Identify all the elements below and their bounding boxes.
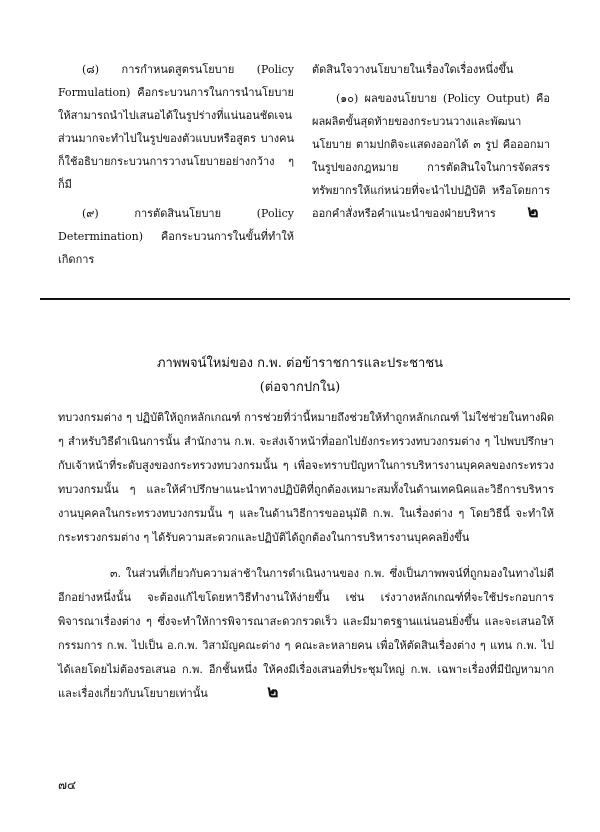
article-end-mark: ๒ [267, 682, 279, 702]
item-8-paragraph [58, 58, 294, 196]
section-end-mark: ๒ [527, 202, 539, 222]
right-column [312, 58, 550, 231]
item-8-text: การกำหนดสูตรนโยบาย (Policy Formulation) คือกระบวนการในการนำนโยบายให้สามารถนำไปเสนอได้ในรูปร่างที่แน่นอนชัดเจน ส่วนมากจะทำไปในรูปของตัวแบบหรือสูตร บางคนก็ใช้อธิบายกระบวนการวางนโยบายอย่างกว้าง ๆ ก็มี [58, 63, 294, 191]
article-paragraph-2 [58, 562, 554, 706]
section-divider [40, 298, 570, 300]
item-9-paragraph [58, 202, 294, 271]
article-subtitle: (ต่อจากปกใน) [259, 380, 341, 395]
item-8-number: (๘) [82, 63, 100, 76]
page-number: ๗๔ [58, 778, 77, 792]
item-9-number: (๙) [82, 207, 99, 220]
continuation-line: ตัดสินใจวางนโยบายในเรื่องใดเรื่องหนึ่งขึ้น [312, 63, 514, 76]
article-title: ภาพพจน์ใหม่ของ ก.พ. ต่อข้าราชการและประชาชน [156, 356, 444, 371]
item-9-text: การตัดสินนโยบาย (Policy Determination) คือกระบวนการในขั้นที่ทำให้เกิดการ [58, 207, 294, 266]
left-column [58, 58, 294, 277]
item-10-number: (๑๐) [336, 92, 359, 105]
article-paragraph-1: ทบวงกรมต่าง ๆ ปฏิบัติให้ถูกหลักเกณฑ์ การช่วยที่ว่านี้หมายถึงช่วยให้ทำถูกหลักเกณฑ์ ไม่ใช่ช่วยในทางผิด ๆ สำหรับวิธีดำเนินการนั้น สำนักงาน ก.พ. จะส่งเจ้าหน้าที่ออกไปยังกระทรวงทบวงกรมต่าง ๆ ไปพบปรึกษากับเจ้าหน้าที่ระดับสูงของกระทรวงทบวงกรมนั้น ๆ เพื่อจะทราบปัญหาในการบริหารงานบุคคลของกระทรวงทบวงกรมนั้น ๆ และให้คำปรึกษาแนะนำทางปฏิบัติที่ถูกต้องเหมาะสมทั้งในด้านเทคนิคและวิธีการบริหารงานบุคคลในกระทรวงทบวงกรมนั้น ๆ และในด้านวิธีการขออนุมัติ ก.พ. ในเรื่องต่าง ๆ โดยวิธีนี้ จะทำให้กระทรวงกรมต่าง ๆ ได้รับความสะดวกและปฏิบัติได้ถูกต้องในการบริหารงานบุคคลยิ่งขึ้น [58, 411, 554, 544]
item-10-text: ผลของนโยบาย (Policy Output) คือผลผลิตขั้นสุดท้ายของกระบวนวางและพัฒนานโยบาย ตามปกติจะแสดงออกได้ ๓ รูป คือออกมาในรูปของกฎหมาย การตัดสินใจในการจัดสรรทรัพยากรให้แก่หน่วยที่จะนำไปปฏิบัติ หรือโดยการออกคำสั่งหรือคำแนะนำของฝ่ายบริหาร [312, 92, 551, 220]
article-body [58, 406, 554, 718]
article-paragraph-2-text: ๓. ในส่วนที่เกี่ยวกับความล่าช้าในการดำเนินงานของ ก.พ. ซึ่งเป็นภาพพจน์ที่ถูกมองในทางไม่ดีอีกอย่างหนึ่งนั้น จะต้องแก้ไขโดยหาวิธีทำงานให้ง่ายขึ้น เช่น เร่งวางหลักเกณฑ์ที่จะใช้ประกอบการพิจารณาเรื่องต่าง ๆ ซึ่งจะทำให้การพิจารณาสะดวกรวดเร็ว และมีมาตรฐานแน่นอนยิ่งขึ้น และจะเสนอให้ กรรมการ ก.พ. ไปเป็น อ.ก.พ. วิสามัญคณะต่าง ๆ คณะละหลายคน เพื่อให้ตัดสินเรื่องต่าง ๆ แทน ก.พ. ไปได้เลยโดยไม่ต้องรอเสนอ ก.พ. อีกชั้นหนึ่ง ให้คงมีเรื่องเสนอที่ประชุมใหญ่ ก.พ. เฉพาะเรื่องที่มีปัญหามาก และเรื่องเกี่ยวกับนโยบายเท่านั้น [58, 567, 554, 700]
item-10-paragraph [312, 87, 550, 225]
